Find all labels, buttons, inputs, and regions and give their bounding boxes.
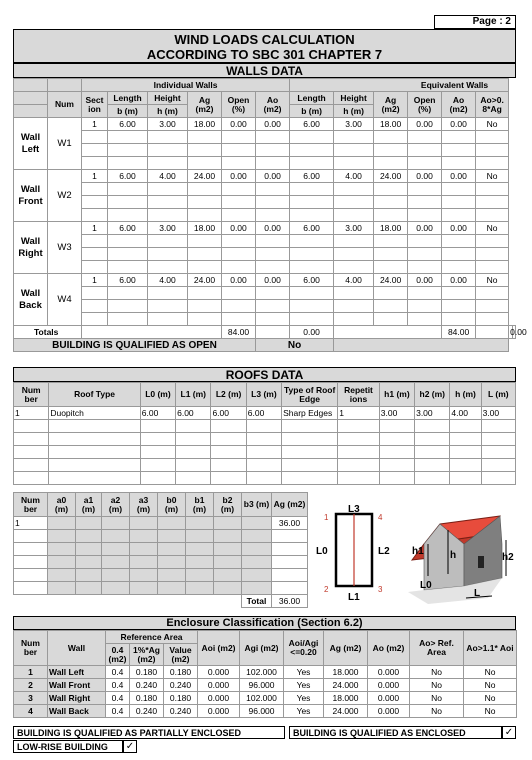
enc-ag: 18.000 — [324, 666, 368, 679]
wall-eh: 4.00 — [334, 170, 374, 183]
area-empty-row — [14, 556, 308, 569]
area-col-b1: b1 (m) — [186, 493, 214, 517]
enc-num: 3 — [14, 692, 48, 705]
col-eq-ag: Ag (m2) — [374, 92, 408, 118]
corner-3: 3 — [378, 585, 383, 594]
wall-num: W4 — [48, 274, 82, 326]
enc-ao: 0.000 — [368, 679, 410, 692]
roof-col-l3: L3 (m) — [246, 383, 281, 407]
label-h1: h1 — [412, 546, 424, 557]
open-qualification: BUILDING IS QUALIFIED AS OPEN — [14, 339, 256, 352]
wall-num: W3 — [48, 222, 82, 274]
wall-row — [14, 196, 516, 209]
enc-val: 0.240 — [164, 679, 198, 692]
wall-ao: 0.00 — [256, 170, 290, 183]
enclosure-table — [13, 630, 517, 718]
wall-row — [14, 157, 516, 170]
roof-l: 3.00 — [481, 407, 515, 420]
enc-col-agi: Agi (m2) — [240, 631, 284, 666]
area-col-a2: a2 (m) — [102, 493, 130, 517]
wall-ag: 24.00 — [188, 170, 222, 183]
wall-row — [14, 144, 516, 157]
wall-b: 6.00 — [108, 274, 148, 287]
col-eq-length-unit: b (m) — [290, 105, 334, 118]
enc-r1: 0.240 — [130, 679, 164, 692]
roof-empty-row — [14, 472, 516, 485]
roof-col-l2: L2 (m) — [211, 383, 246, 407]
col-eq-ao: Ao (m2) — [442, 92, 476, 118]
enc-aoi: 0.000 — [198, 666, 240, 679]
wall-section: 1 — [82, 118, 108, 131]
wall-b: 6.00 — [108, 170, 148, 183]
area-empty-row — [14, 543, 308, 556]
enc-r1: 0.180 — [130, 692, 164, 705]
wall-eag: 18.00 — [374, 222, 408, 235]
wall-eh: 4.00 — [334, 274, 374, 287]
wall-ag: 18.00 — [188, 222, 222, 235]
enc-ratio: Yes — [284, 705, 324, 718]
enc-ag: 24.000 — [324, 679, 368, 692]
wall-check: No — [476, 274, 509, 287]
wall-open: 0.00 — [222, 170, 256, 183]
area-col-a3: a3 (m) — [130, 493, 158, 517]
enc-val: 0.180 — [164, 692, 198, 705]
enc-aoref: No — [410, 679, 464, 692]
wall-row — [14, 313, 516, 326]
corner-1: 1 — [324, 513, 329, 522]
roof-h: 4.00 — [450, 407, 481, 420]
enc-r04: 0.4 — [106, 679, 130, 692]
low-rise-label: LOW-RISE BUILDING — [13, 740, 123, 753]
totals-label: Totals — [14, 326, 82, 339]
walls-section-title: WALLS DATA — [13, 63, 516, 78]
area-empty-row — [14, 582, 308, 595]
totals-eq-ao: 0.00 — [510, 327, 527, 337]
enc-aoi: 0.000 — [198, 679, 240, 692]
enc-col-ao: Ao (m2) — [368, 631, 410, 666]
col-ao: Ao (m2) — [256, 92, 290, 118]
wall-h: 4.00 — [148, 274, 188, 287]
enc-col-r04: 0.4 (m2) — [106, 644, 130, 666]
wall-num: W2 — [48, 170, 82, 222]
enc-aoi: 0.000 — [198, 692, 240, 705]
enc-r1: 0.240 — [130, 705, 164, 718]
wall-open: 0.00 — [222, 274, 256, 287]
enc-ratio: Yes — [284, 692, 324, 705]
roof-col-rep: Repetit ions — [338, 383, 380, 407]
enc-ao11: No — [464, 692, 517, 705]
enc-col-wall: Wall — [48, 631, 106, 666]
equivalent-walls-label: Equivalent Walls — [290, 79, 509, 92]
col-length-unit: b (m) — [108, 105, 148, 118]
wall-eag: 24.00 — [374, 170, 408, 183]
area-empty-row — [14, 530, 308, 543]
enc-ratio: Yes — [284, 679, 324, 692]
wall-eb: 6.00 — [290, 274, 334, 287]
enc-col-r1: 1%*Ag (m2) — [130, 644, 164, 666]
area-total-value: 36.00 — [272, 595, 308, 608]
wall-label: Wall Right — [14, 222, 48, 274]
area-col-a0: a0 (m) — [48, 493, 76, 517]
enclosed-check-icon: ✓ — [502, 726, 516, 739]
roof-l2: 6.00 — [211, 407, 246, 420]
label-L3: L3 — [348, 504, 360, 515]
wall-eopen: 0.00 — [408, 170, 442, 183]
open-qualification-value: No — [256, 339, 334, 352]
enc-ratio: Yes — [284, 666, 324, 679]
wall-eopen: 0.00 — [408, 118, 442, 131]
corner-2: 2 — [324, 585, 329, 594]
col-height-unit: h (m) — [148, 105, 188, 118]
totals-ag: 84.00 — [222, 326, 256, 339]
enc-wall: Wall Left — [48, 666, 106, 679]
wall-row — [14, 261, 516, 274]
col-height: Height — [148, 92, 188, 105]
label-bottom-L0: L0 — [420, 580, 432, 591]
enclosure-row — [14, 705, 517, 718]
enc-aoref: No — [410, 692, 464, 705]
roof-empty-row — [14, 433, 516, 446]
wall-eb: 6.00 — [290, 222, 334, 235]
wall-label: Wall Front — [14, 170, 48, 222]
title-line-1: WIND LOADS CALCULATION — [174, 32, 355, 47]
roof-row — [14, 407, 516, 420]
enc-col-num: Num ber — [14, 631, 48, 666]
roof-area-table — [13, 492, 308, 608]
wall-eao: 0.00 — [442, 118, 476, 131]
wall-eopen: 0.00 — [408, 274, 442, 287]
area-total-label: Total — [242, 595, 272, 608]
enc-agi: 102.000 — [240, 666, 284, 679]
col-num: Num — [48, 92, 82, 118]
roofs-table — [13, 382, 516, 485]
wall-eag: 24.00 — [374, 274, 408, 287]
roof-rep: 1 — [338, 407, 380, 420]
roof-col-l1: L1 (m) — [176, 383, 211, 407]
wall-label: Wall Back — [14, 274, 48, 326]
col-eq-height: Height — [334, 92, 374, 105]
roof-col-l0: L0 (m) — [140, 383, 175, 407]
roof-empty-row — [14, 446, 516, 459]
wall-b: 6.00 — [108, 222, 148, 235]
wall-section: 1 — [82, 170, 108, 183]
enc-num: 1 — [14, 666, 48, 679]
col-eq-height-unit: h (m) — [334, 105, 374, 118]
wall-h: 4.00 — [148, 170, 188, 183]
label-h2: h2 — [502, 552, 514, 563]
area-col-ag: Ag (m2) — [272, 493, 308, 517]
wall-section: 1 — [82, 274, 108, 287]
wall-check: No — [476, 170, 509, 183]
enc-agi: 96.000 — [240, 679, 284, 692]
enc-ag: 18.000 — [324, 692, 368, 705]
wall-eao: 0.00 — [442, 222, 476, 235]
enc-ao: 0.000 — [368, 692, 410, 705]
area-col-num: Num ber — [14, 493, 48, 517]
wall-eb: 6.00 — [290, 170, 334, 183]
wall-open: 0.00 — [222, 222, 256, 235]
area-col-b2: b2 (m) — [214, 493, 242, 517]
area-row — [14, 517, 308, 530]
enc-col-ao11: Ao>1.1* Aoi — [464, 631, 517, 666]
enc-col-ref: Reference Area — [106, 631, 198, 644]
roof-plan-diagram — [312, 500, 516, 612]
roof-col-h: h (m) — [450, 383, 481, 407]
roof-col-h2: h2 (m) — [415, 383, 450, 407]
wall-eb: 6.00 — [290, 118, 334, 131]
enc-agi: 96.000 — [240, 705, 284, 718]
enc-wall: Wall Back — [48, 705, 106, 718]
roof-l0: 6.00 — [140, 407, 175, 420]
enc-wall: Wall Right — [48, 692, 106, 705]
col-open: Open (%) — [222, 92, 256, 118]
wall-label: Wall Left — [14, 118, 48, 170]
totals-ao: 0.00 — [290, 326, 334, 339]
enclosure-row — [14, 692, 517, 705]
label-L0: L0 — [316, 546, 328, 557]
col-ao-check: Ao>0. 8*Ag — [476, 92, 509, 118]
col-ag: Ag (m2) — [188, 92, 222, 118]
roof-col-edge: Type of Roof Edge — [282, 383, 338, 407]
wall-h: 3.00 — [148, 222, 188, 235]
label-bottom-L: L — [474, 588, 481, 599]
roof-empty-row — [14, 420, 516, 433]
wall-open: 0.00 — [222, 118, 256, 131]
area-col-a1: a1 (m) — [76, 493, 102, 517]
wall-row — [14, 209, 516, 222]
enc-ao11: No — [464, 666, 517, 679]
wall-row — [14, 131, 516, 144]
roof-l1: 6.00 — [176, 407, 211, 420]
col-length: Length — [108, 92, 148, 105]
wall-row — [14, 300, 516, 313]
enc-r04: 0.4 — [106, 692, 130, 705]
corner-4: 4 — [378, 513, 383, 522]
roof-col-type: Roof Type — [49, 383, 140, 407]
wall-row — [14, 287, 516, 300]
wall-eag: 18.00 — [374, 118, 408, 131]
wall-h: 3.00 — [148, 118, 188, 131]
label-h: h — [450, 550, 457, 561]
wall-row — [14, 222, 516, 235]
enc-ag: 24.000 — [324, 705, 368, 718]
wall-row — [14, 170, 516, 183]
enc-val: 0.180 — [164, 666, 198, 679]
wall-row — [14, 274, 516, 287]
wall-ao: 0.00 — [256, 274, 290, 287]
col-section: Sect ion — [82, 92, 108, 118]
enc-r04: 0.4 — [106, 705, 130, 718]
enc-ao: 0.000 — [368, 705, 410, 718]
wall-eopen: 0.00 — [408, 222, 442, 235]
enc-wall: Wall Front — [48, 679, 106, 692]
enclosure-row — [14, 666, 517, 679]
col-eq-length: Length — [290, 92, 334, 105]
enc-col-aoref: Ao> Ref. Area — [410, 631, 464, 666]
wall-eh: 3.00 — [334, 222, 374, 235]
col-eq-open: Open (%) — [408, 92, 442, 118]
area-col-b3: b3 (m) — [242, 493, 272, 517]
partial-enclosed-qualification: BUILDING IS QUALIFIED AS PARTIALLY ENCLOSED — [13, 726, 285, 739]
roof-col-h1: h1 (m) — [379, 383, 414, 407]
wall-eh: 3.00 — [334, 118, 374, 131]
enc-col-aoi: Aoi (m2) — [198, 631, 240, 666]
enclosure-section-title: Enclosure Classification (Section 6.2) — [13, 616, 516, 630]
enc-col-ratio: Aoi/Agi <=0.20 — [284, 631, 324, 666]
wall-ao: 0.00 — [256, 118, 290, 131]
wall-row — [14, 118, 516, 131]
enclosure-row — [14, 679, 517, 692]
low-rise-check-icon: ✓ — [123, 740, 137, 753]
area-empty-row — [14, 569, 308, 582]
label-L1: L1 — [348, 592, 360, 603]
wall-num: W1 — [48, 118, 82, 170]
wall-check: No — [476, 118, 509, 131]
wall-check: No — [476, 222, 509, 235]
page-label: Page : 2 — [434, 15, 516, 29]
enc-aoref: No — [410, 666, 464, 679]
enc-ao11: No — [464, 679, 517, 692]
enc-r04: 0.4 — [106, 666, 130, 679]
title-line-2: ACCORDING TO SBC 301 CHAPTER 7 — [146, 47, 383, 62]
area-col-b0: b0 (m) — [158, 493, 186, 517]
roofs-section-title: ROOFS DATA — [13, 367, 516, 382]
wall-ao: 0.00 — [256, 222, 290, 235]
enclosed-qualification: BUILDING IS QUALIFIED AS ENCLOSED — [289, 726, 502, 739]
enc-ao: 0.000 — [368, 666, 410, 679]
roof-empty-row — [14, 459, 516, 472]
roof-edge: Sharp Edges — [282, 407, 338, 420]
label-L2: L2 — [378, 546, 390, 557]
enc-num: 2 — [14, 679, 48, 692]
enc-num: 4 — [14, 705, 48, 718]
enc-aoi: 0.000 — [198, 705, 240, 718]
enc-ao11: No — [464, 705, 517, 718]
enc-col-val: Value (m2) — [164, 644, 198, 666]
individual-walls-label: Individual Walls — [82, 79, 290, 92]
roof-col-num: Num ber — [14, 383, 49, 407]
wall-row — [14, 248, 516, 261]
wall-b: 6.00 — [108, 118, 148, 131]
wall-ag: 24.00 — [188, 274, 222, 287]
enc-aoref: No — [410, 705, 464, 718]
area-ag: 36.00 — [272, 517, 308, 530]
walls-table — [13, 78, 527, 352]
area-num: 1 — [14, 517, 48, 530]
enc-agi: 102.000 — [240, 692, 284, 705]
roof-h2: 3.00 — [415, 407, 450, 420]
roof-h1: 3.00 — [379, 407, 414, 420]
roof-num: 1 — [14, 407, 49, 420]
enc-r1: 0.180 — [130, 666, 164, 679]
title-block — [13, 29, 516, 63]
wall-row — [14, 183, 516, 196]
roof-l3: 6.00 — [246, 407, 281, 420]
totals-eq-ag: 84.00 — [442, 326, 476, 339]
wall-eao: 0.00 — [442, 274, 476, 287]
roof-col-l: L (m) — [481, 383, 515, 407]
wall-eao: 0.00 — [442, 170, 476, 183]
enc-col-ag: Ag (m2) — [324, 631, 368, 666]
wall-row — [14, 235, 516, 248]
wall-section: 1 — [82, 222, 108, 235]
enc-val: 0.240 — [164, 705, 198, 718]
wall-ag: 18.00 — [188, 118, 222, 131]
totals-row — [14, 326, 516, 339]
roof-type: Duopitch — [49, 407, 140, 420]
